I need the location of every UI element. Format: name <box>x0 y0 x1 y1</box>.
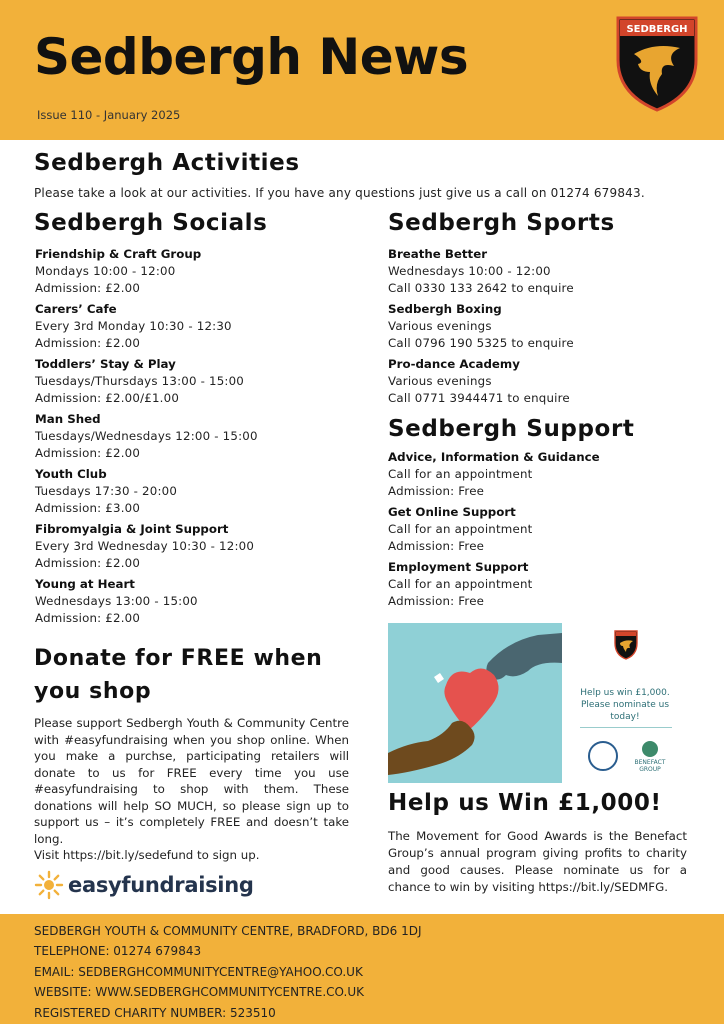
sun-icon <box>34 870 64 900</box>
activity-time: Various evenings <box>388 319 492 333</box>
activity-name: Sedbergh Boxing <box>388 302 502 316</box>
list-item <box>388 301 574 352</box>
list-item <box>35 521 258 572</box>
page-title: Sedbergh News <box>34 28 469 86</box>
footer-email[interactable]: EMAIL: SEDBERGHCOMMUNITYCENTRE@YAHOO.CO.UK <box>34 965 363 979</box>
activity-time: Tuesdays/Wednesdays 12:00 - 15:00 <box>35 429 258 443</box>
footer-website[interactable]: WEBSITE: WWW.SEDBERGHCOMMUNITYCENTRE.CO.UK <box>34 985 364 999</box>
activity-price: Admission: £2.00 <box>35 446 141 460</box>
list-item <box>35 301 258 352</box>
tree-icon <box>642 741 658 757</box>
activity-name: Man Shed <box>35 412 101 426</box>
win-body: The Movement for Good Awards is the Benefact Group’s annual program giving profits to charity and good causes. Please nominate us for a chance to win by visiting https://bit.ly/SEDMFG. <box>388 829 687 894</box>
donate-heading: Donate for FREE when you shop <box>34 646 323 704</box>
activity-name: Friendship & Craft Group <box>35 247 202 261</box>
service-name: Get Online Support <box>388 505 516 519</box>
service-price: Admission: Free <box>388 539 485 553</box>
activity-name: Toddlers’ Stay & Play <box>35 357 176 371</box>
hands-heart-illustration <box>388 623 562 783</box>
crest-text: SEDBERGH <box>626 24 688 35</box>
activities-heading: Sedbergh Activities <box>34 150 300 176</box>
activity-time: Mondays 10:00 - 12:00 <box>35 264 176 278</box>
list-item <box>35 356 258 407</box>
activity-name: Youth Club <box>35 467 107 481</box>
activity-name: Young at Heart <box>35 577 135 591</box>
list-item <box>388 504 600 555</box>
footer-charity-number: REGISTERED CHARITY NUMBER: 523510 <box>34 1006 276 1020</box>
footer-address: SEDBERGH YOUTH & COMMUNITY CENTRE, BRADFORD, BD6 1DJ <box>34 924 422 938</box>
win-heading: Help us Win £1,000! <box>388 790 662 816</box>
list-item <box>35 576 258 627</box>
sedbergh-crest-logo <box>614 14 700 114</box>
footer-telephone: TELEPHONE: 01274 679843 <box>34 944 202 958</box>
movement-for-good-badge-icon <box>588 741 618 771</box>
activity-name: Pro-dance Academy <box>388 357 520 371</box>
service-detail: Call for an appointment <box>388 577 533 591</box>
activity-time: Every 3rd Wednesday 10:30 - 12:00 <box>35 539 255 553</box>
activity-contact: Call 0330 133 2642 to enquire <box>388 281 574 295</box>
service-name: Employment Support <box>388 560 529 574</box>
nominate-callout: Help us win £1,000. Please nominate us today! <box>580 688 670 722</box>
divider <box>580 727 672 728</box>
sports-heading: Sedbergh Sports <box>388 210 615 236</box>
list-item <box>35 411 258 462</box>
socials-list <box>35 246 258 631</box>
activity-contact: Call 0796 190 5325 to enquire <box>388 336 574 350</box>
easyfundraising-logo[interactable] <box>34 870 254 902</box>
activity-time: Various evenings <box>388 374 492 388</box>
list-item <box>388 559 600 610</box>
activity-price: Admission: £2.00 <box>35 611 141 625</box>
activity-time: Wednesdays 10:00 - 12:00 <box>388 264 551 278</box>
issue-label: Issue 110 - January 2025 <box>37 108 181 122</box>
list-item <box>388 246 574 297</box>
list-item <box>35 246 258 297</box>
service-price: Admission: Free <box>388 484 485 498</box>
activity-name: Carers’ Cafe <box>35 302 117 316</box>
support-list <box>388 449 600 614</box>
footer-banner <box>0 914 724 1024</box>
service-price: Admission: Free <box>388 594 485 608</box>
activity-price: Admission: £2.00 <box>35 556 141 570</box>
benefact-group-logo <box>630 741 670 773</box>
activity-time: Tuesdays 17:30 - 20:00 <box>35 484 178 498</box>
benefact-label: BENEFACT GROUP <box>634 759 666 773</box>
donate-body: Please support Sedbergh Youth & Community Centre with #easyfundraising when you shop online. When you make a purchse, participating retailers will donate to us for FREE every time you use #easyfundraising to shop with them. These donations will help SO MUCH, so please sign up to support us – it’s completely FREE and doesn’t take long. <box>34 716 349 846</box>
list-item <box>35 466 258 517</box>
activity-time: Wednesdays 13:00 - 15:00 <box>35 594 198 608</box>
activity-time: Every 3rd Monday 10:30 - 12:30 <box>35 319 232 333</box>
activity-time: Tuesdays/Thursdays 13:00 - 15:00 <box>35 374 245 388</box>
support-heading: Sedbergh Support <box>388 416 635 442</box>
sports-list <box>388 246 574 411</box>
activity-contact: Call 0771 3944471 to enquire <box>388 391 570 405</box>
activity-price: Admission: £2.00/£1.00 <box>35 391 180 405</box>
activity-name: Breathe Better <box>388 247 488 261</box>
activity-name: Fibromyalgia & Joint Support <box>35 522 229 536</box>
activities-intro: Please take a look at our activities. If you have any questions just give us a call on 01274 679843. <box>34 186 645 200</box>
service-name: Advice, Information & Guidance <box>388 450 600 464</box>
activity-price: Admission: £2.00 <box>35 336 141 350</box>
movement-for-good-panel <box>570 623 680 783</box>
donate-link-text[interactable]: Visit https://bit.ly/sedefund to sign up. <box>34 848 260 862</box>
easyfundraising-wordmark: easyfundraising <box>68 873 254 897</box>
small-crest-logo <box>613 629 639 661</box>
service-detail: Call for an appointment <box>388 467 533 481</box>
service-detail: Call for an appointment <box>388 522 533 536</box>
list-item <box>388 356 574 407</box>
header-banner <box>0 0 724 140</box>
socials-heading: Sedbergh Socials <box>34 210 268 236</box>
list-item <box>388 449 600 500</box>
activity-price: Admission: £3.00 <box>35 501 141 515</box>
activity-price: Admission: £2.00 <box>35 281 141 295</box>
